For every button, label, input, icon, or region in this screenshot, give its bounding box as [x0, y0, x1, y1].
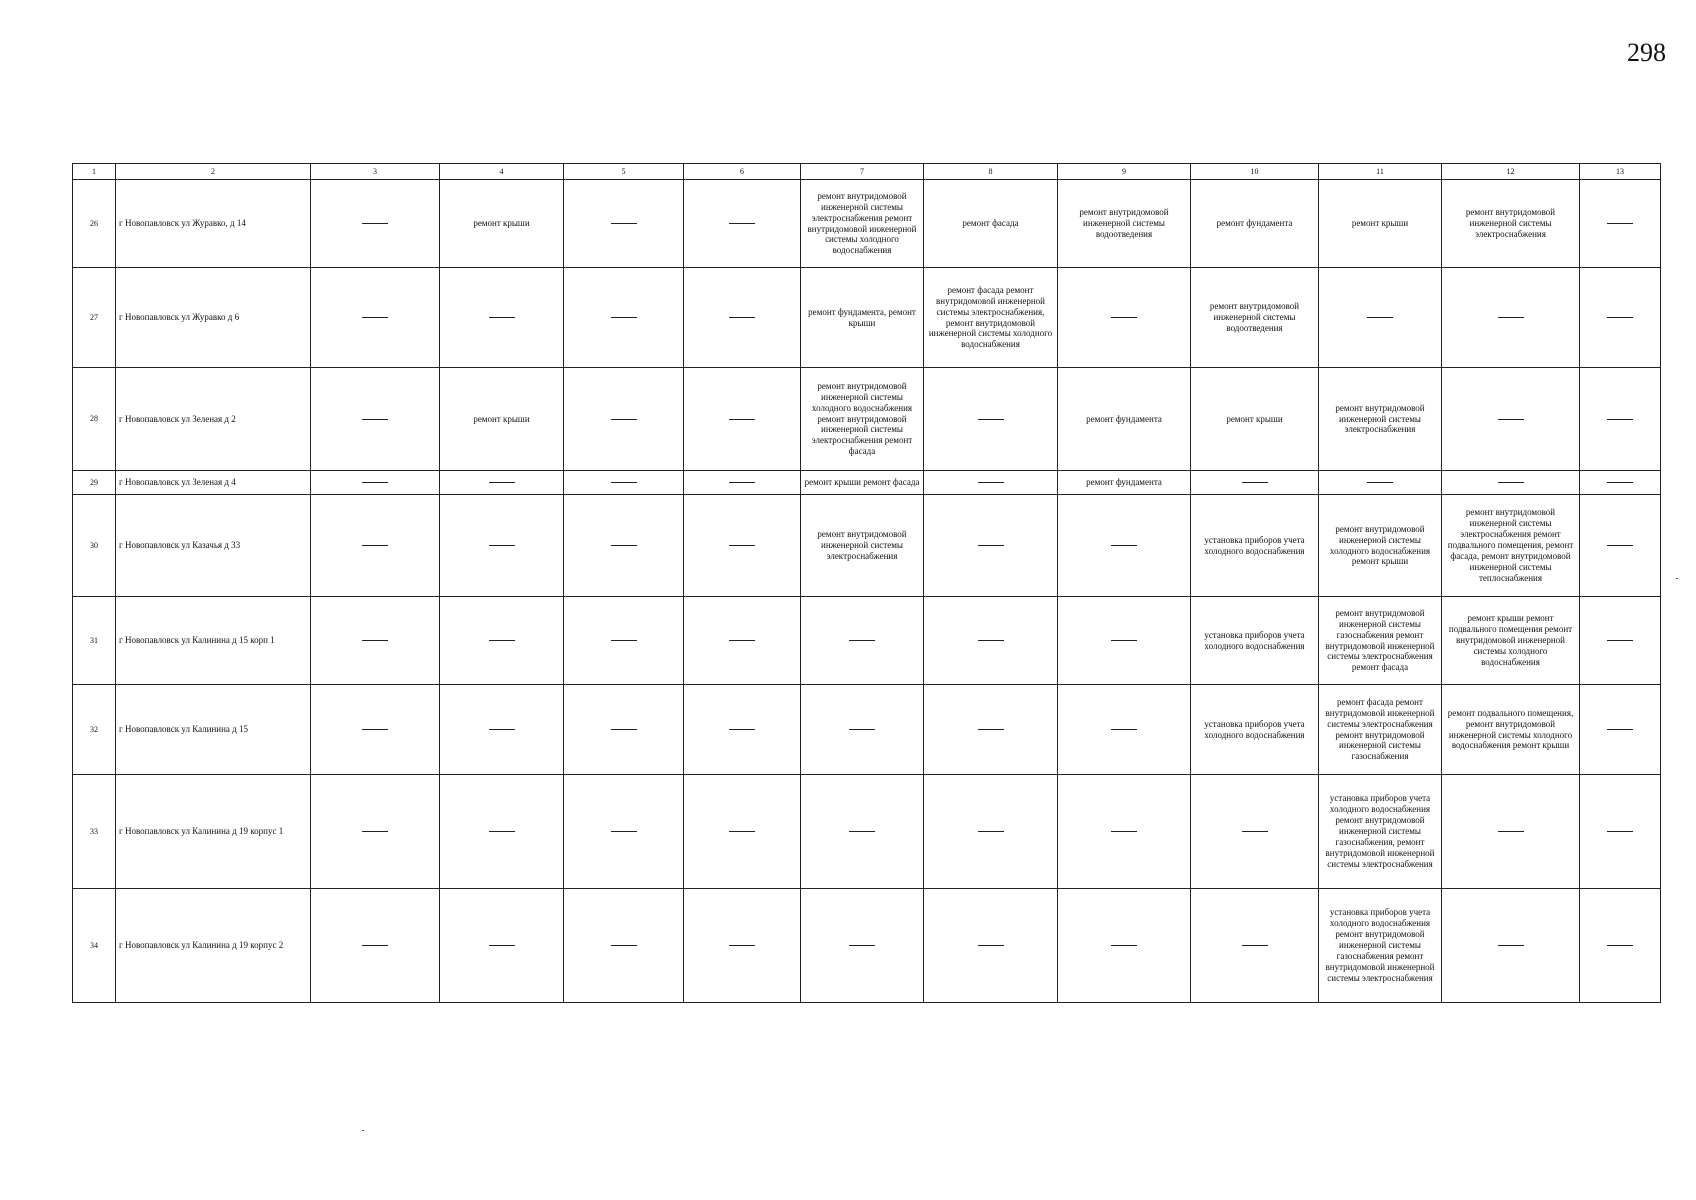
- empty-cell: [684, 268, 801, 368]
- dash-mark: [362, 482, 388, 483]
- table-row: [73, 597, 1661, 685]
- address-cell: г Новопавловск ул Калинина д 15 корп 1: [116, 597, 311, 685]
- work-type-cell: установка приборов учета холодного водоснабжения: [1191, 495, 1319, 597]
- column-number-header: 10: [1191, 164, 1319, 180]
- table-row: [73, 471, 1661, 495]
- dash-mark: [849, 945, 875, 946]
- empty-cell: [1580, 889, 1661, 1003]
- dash-mark: [362, 317, 388, 318]
- empty-cell: [311, 495, 440, 597]
- row-number: 31: [73, 597, 116, 685]
- work-type-cell: установка приборов учета холодного водоснабжения: [1191, 685, 1319, 775]
- dash-mark: [489, 945, 515, 946]
- dash-mark: [729, 640, 755, 641]
- dash-mark: [489, 640, 515, 641]
- empty-cell: [1442, 268, 1580, 368]
- address-cell: г Новопавловск ул Калинина д 19 корпус 1: [116, 775, 311, 889]
- dash-mark: [1607, 945, 1633, 946]
- address-cell: г Новопавловск ул Зеленая д 4: [116, 471, 311, 495]
- empty-cell: [1442, 471, 1580, 495]
- empty-cell: [1442, 889, 1580, 1003]
- empty-cell: [801, 685, 924, 775]
- dash-mark: [1498, 831, 1524, 832]
- table-row: [73, 268, 1661, 368]
- empty-cell: [924, 597, 1058, 685]
- dash-mark: [1111, 831, 1137, 832]
- empty-cell: [1058, 775, 1191, 889]
- dash-mark: [849, 640, 875, 641]
- dash-mark: [729, 419, 755, 420]
- row-number: 29: [73, 471, 116, 495]
- dash-mark: [978, 640, 1004, 641]
- column-number-header: 3: [311, 164, 440, 180]
- column-number-header: 4: [440, 164, 564, 180]
- empty-cell: [924, 889, 1058, 1003]
- row-number: 28: [73, 368, 116, 471]
- dash-mark: [611, 419, 637, 420]
- work-type-cell: установка приборов учета холодного водоснабжения ремонт внутридомовой инженерной системы газоснабжения, ремонт внутридомовой инженерной системы электроснабжения: [1319, 775, 1442, 889]
- dash-mark: [1498, 419, 1524, 420]
- work-type-cell: ремонт фасада ремонт внутридомовой инженерной системы электроснабжения, ремонт внутридомовой инженерной системы холодного водоснабжения: [924, 268, 1058, 368]
- dash-mark: [611, 223, 637, 224]
- table-row: [73, 775, 1661, 889]
- dash-mark: [362, 419, 388, 420]
- dash-mark: [611, 545, 637, 546]
- work-type-cell: ремонт внутридомовой инженерной системы водоотведения: [1191, 268, 1319, 368]
- empty-cell: [311, 889, 440, 1003]
- row-number: 34: [73, 889, 116, 1003]
- dash-mark: [978, 545, 1004, 546]
- dash-mark: [362, 831, 388, 832]
- address-cell: г Новопавловск ул Казачья д 33: [116, 495, 311, 597]
- table-row: [73, 180, 1661, 268]
- table-body: [73, 164, 1661, 1003]
- empty-cell: [564, 495, 684, 597]
- dash-mark: [362, 545, 388, 546]
- dash-mark: [1498, 945, 1524, 946]
- dash-mark: [1498, 317, 1524, 318]
- column-number-header: 9: [1058, 164, 1191, 180]
- dash-mark: [1111, 545, 1137, 546]
- work-type-cell: ремонт внутридомовой инженерной системы электроснабжения ремонт подвального помещения, ремонт фасада, ремонт внутридомовой инженерной системы теплоснабжения: [1442, 495, 1580, 597]
- empty-cell: [1191, 775, 1319, 889]
- row-number: 33: [73, 775, 116, 889]
- dash-mark: [611, 482, 637, 483]
- work-type-cell: ремонт внутридомовой инженерной системы холодного водоснабжения ремонт внутридомовой инженерной системы электроснабжения ремонт фасада: [801, 368, 924, 471]
- scan-speck: [1676, 578, 1678, 579]
- dash-mark: [1607, 223, 1633, 224]
- dash-mark: [489, 545, 515, 546]
- empty-cell: [684, 368, 801, 471]
- table-row: [73, 495, 1661, 597]
- table-row: [73, 889, 1661, 1003]
- work-type-cell: ремонт крыши: [1319, 180, 1442, 268]
- empty-cell: [1580, 685, 1661, 775]
- column-number-header: 13: [1580, 164, 1661, 180]
- empty-cell: [801, 597, 924, 685]
- table-row: [73, 368, 1661, 471]
- empty-cell: [924, 368, 1058, 471]
- column-number-header: 12: [1442, 164, 1580, 180]
- empty-cell: [564, 471, 684, 495]
- dash-mark: [729, 831, 755, 832]
- empty-cell: [440, 597, 564, 685]
- empty-cell: [924, 685, 1058, 775]
- empty-cell: [1319, 268, 1442, 368]
- scan-speck: [362, 1130, 364, 1131]
- dash-mark: [1498, 482, 1524, 483]
- dash-mark: [1242, 831, 1268, 832]
- dash-mark: [729, 945, 755, 946]
- work-type-cell: ремонт крыши: [440, 180, 564, 268]
- work-type-cell: установка приборов учета холодного водоснабжения ремонт внутридомовой инженерной системы газоснабжения ремонт внутридомовой инженерной системы электроснабжения: [1319, 889, 1442, 1003]
- empty-cell: [684, 495, 801, 597]
- dash-mark: [1607, 545, 1633, 546]
- empty-cell: [684, 180, 801, 268]
- work-type-cell: ремонт крыши ремонт фасада: [801, 471, 924, 495]
- empty-cell: [684, 685, 801, 775]
- dash-mark: [1607, 831, 1633, 832]
- empty-cell: [1580, 471, 1661, 495]
- dash-mark: [1242, 482, 1268, 483]
- work-type-cell: ремонт подвального помещения, ремонт внутридомовой инженерной системы холодного водоснабжения ремонт крыши: [1442, 685, 1580, 775]
- address-cell: г Новопавловск ул Калинина д 15: [116, 685, 311, 775]
- work-type-cell: установка приборов учета холодного водоснабжения: [1191, 597, 1319, 685]
- dash-mark: [978, 945, 1004, 946]
- dash-mark: [1367, 482, 1393, 483]
- empty-cell: [564, 268, 684, 368]
- dash-mark: [1111, 640, 1137, 641]
- empty-cell: [311, 685, 440, 775]
- empty-cell: [1442, 368, 1580, 471]
- row-number: 30: [73, 495, 116, 597]
- dash-mark: [729, 223, 755, 224]
- empty-cell: [311, 597, 440, 685]
- empty-cell: [1058, 268, 1191, 368]
- empty-cell: [1058, 597, 1191, 685]
- dash-mark: [611, 729, 637, 730]
- dash-mark: [362, 223, 388, 224]
- dash-mark: [489, 831, 515, 832]
- empty-cell: [311, 180, 440, 268]
- empty-cell: [1580, 775, 1661, 889]
- empty-cell: [684, 597, 801, 685]
- work-type-cell: ремонт внутридомовой инженерной системы электроснабжения: [1319, 368, 1442, 471]
- address-cell: г Новопавловск ул Журавко, д 14: [116, 180, 311, 268]
- empty-cell: [1058, 685, 1191, 775]
- empty-cell: [564, 180, 684, 268]
- empty-cell: [1580, 597, 1661, 685]
- dash-mark: [362, 729, 388, 730]
- empty-cell: [564, 775, 684, 889]
- dash-mark: [729, 729, 755, 730]
- column-number-header: 5: [564, 164, 684, 180]
- dash-mark: [1111, 945, 1137, 946]
- work-type-cell: ремонт внутридомовой инженерной системы электроснабжения: [801, 495, 924, 597]
- dash-mark: [1607, 317, 1633, 318]
- column-number-header: 1: [73, 164, 116, 180]
- empty-cell: [311, 775, 440, 889]
- work-type-cell: ремонт крыши: [1191, 368, 1319, 471]
- dash-mark: [978, 482, 1004, 483]
- work-type-cell: ремонт внутридомовой инженерной системы газоснабжения ремонт внутридомовой инженерной системы электроснабжения ремонт фасада: [1319, 597, 1442, 685]
- work-type-cell: ремонт фасада ремонт внутридомовой инженерной системы электроснабжения ремонт внутридомовой инженерной системы газоснабжения: [1319, 685, 1442, 775]
- dash-mark: [489, 317, 515, 318]
- dash-mark: [729, 545, 755, 546]
- empty-cell: [564, 889, 684, 1003]
- work-type-cell: ремонт фундамента, ремонт крыши: [801, 268, 924, 368]
- dash-mark: [611, 317, 637, 318]
- work-type-cell: ремонт фасада: [924, 180, 1058, 268]
- work-type-cell: ремонт внутридомовой инженерной системы электроснабжения ремонт внутридомовой инженерной системы холодного водоснабжения: [801, 180, 924, 268]
- work-type-cell: ремонт внутридомовой инженерной системы водоотведения: [1058, 180, 1191, 268]
- empty-cell: [684, 889, 801, 1003]
- empty-cell: [684, 775, 801, 889]
- empty-cell: [1058, 889, 1191, 1003]
- address-cell: г Новопавловск ул Зеленая д 2: [116, 368, 311, 471]
- dash-mark: [729, 482, 755, 483]
- empty-cell: [801, 889, 924, 1003]
- work-type-cell: ремонт внутридомовой инженерной системы холодного водоснабжения ремонт крыши: [1319, 495, 1442, 597]
- empty-cell: [924, 775, 1058, 889]
- empty-cell: [924, 471, 1058, 495]
- dash-mark: [978, 419, 1004, 420]
- empty-cell: [311, 471, 440, 495]
- empty-cell: [564, 685, 684, 775]
- dash-mark: [729, 317, 755, 318]
- address-cell: г Новопавловск ул Калинина д 19 корпус 2: [116, 889, 311, 1003]
- dash-mark: [849, 729, 875, 730]
- empty-cell: [440, 471, 564, 495]
- column-number-header: 11: [1319, 164, 1442, 180]
- dash-mark: [978, 729, 1004, 730]
- work-type-cell: ремонт внутридомовой инженерной системы электроснабжения: [1442, 180, 1580, 268]
- empty-cell: [1580, 268, 1661, 368]
- work-type-cell: ремонт крыши: [440, 368, 564, 471]
- row-number: 27: [73, 268, 116, 368]
- column-number-header: 2: [116, 164, 311, 180]
- empty-cell: [564, 597, 684, 685]
- empty-cell: [1442, 775, 1580, 889]
- empty-cell: [440, 268, 564, 368]
- repair-schedule-table: [72, 163, 1661, 1003]
- work-type-cell: ремонт фундамента: [1058, 471, 1191, 495]
- empty-cell: [440, 495, 564, 597]
- work-type-cell: ремонт фундамента: [1191, 180, 1319, 268]
- empty-cell: [440, 775, 564, 889]
- row-number: 32: [73, 685, 116, 775]
- empty-cell: [801, 775, 924, 889]
- work-type-cell: ремонт фундамента: [1058, 368, 1191, 471]
- column-number-header: 6: [684, 164, 801, 180]
- dash-mark: [362, 945, 388, 946]
- dash-mark: [489, 482, 515, 483]
- dash-mark: [489, 729, 515, 730]
- address-cell: г Новопавловск ул Журавко д 6: [116, 268, 311, 368]
- dash-mark: [1111, 317, 1137, 318]
- empty-cell: [1580, 180, 1661, 268]
- dash-mark: [1367, 317, 1393, 318]
- dash-mark: [1607, 419, 1633, 420]
- empty-cell: [1580, 368, 1661, 471]
- dash-mark: [1242, 945, 1268, 946]
- empty-cell: [440, 685, 564, 775]
- column-number-header: 7: [801, 164, 924, 180]
- empty-cell: [1191, 471, 1319, 495]
- empty-cell: [1191, 889, 1319, 1003]
- empty-cell: [564, 368, 684, 471]
- dash-mark: [1607, 729, 1633, 730]
- empty-cell: [684, 471, 801, 495]
- dash-mark: [611, 640, 637, 641]
- dash-mark: [1111, 729, 1137, 730]
- dash-mark: [611, 831, 637, 832]
- row-number: 26: [73, 180, 116, 268]
- dash-mark: [1607, 482, 1633, 483]
- dash-mark: [978, 831, 1004, 832]
- dash-mark: [1607, 640, 1633, 641]
- work-type-cell: ремонт крыши ремонт подвального помещения ремонт внутридомовой инженерной системы холодного водоснабжения: [1442, 597, 1580, 685]
- dash-mark: [611, 945, 637, 946]
- empty-cell: [1580, 495, 1661, 597]
- column-number-header: 8: [924, 164, 1058, 180]
- empty-cell: [311, 268, 440, 368]
- empty-cell: [924, 495, 1058, 597]
- empty-cell: [440, 889, 564, 1003]
- page-number: 298: [1627, 38, 1666, 67]
- dash-mark: [849, 831, 875, 832]
- header-row: [73, 164, 1661, 180]
- table-row: [73, 685, 1661, 775]
- empty-cell: [311, 368, 440, 471]
- dash-mark: [362, 640, 388, 641]
- empty-cell: [1058, 495, 1191, 597]
- empty-cell: [1319, 471, 1442, 495]
